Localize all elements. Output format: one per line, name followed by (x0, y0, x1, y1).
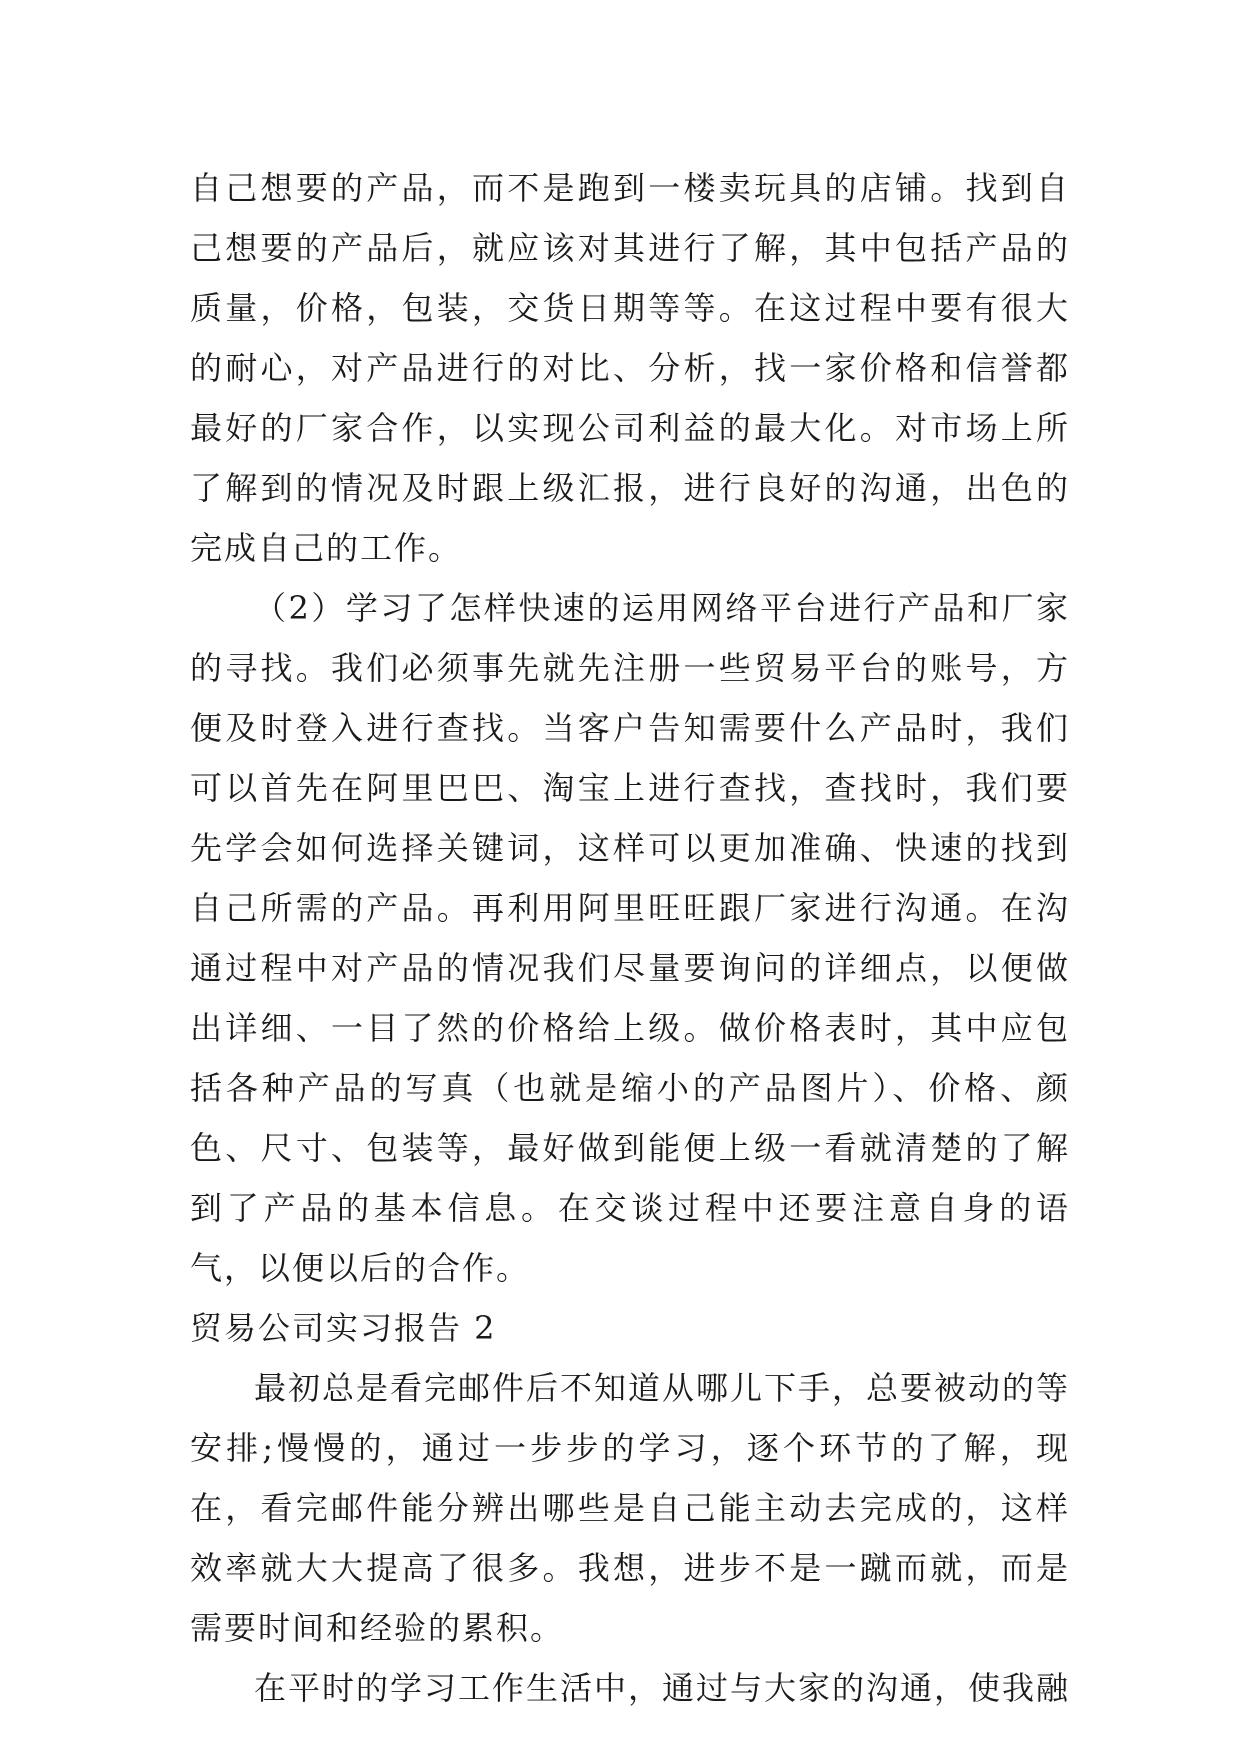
paragraph: 自己想要的产品，而不是跑到一楼卖玩具的店铺。找到自己想要的产品后，就应该对其进行了解，其中包括产品的质量，价格，包装，交货日期等等。在这过程中要有很大的耐心，对产品进行的对比、分析，找一家价格和信誉都最好的厂家合作，以实现公司利益的最大化。对市场上所了解到的情况及时跟上级汇报，进行良好的沟通，出色的完成自己的工作。 (190, 169, 1070, 567)
paragraph: 在平时的学习工作生活中，通过与大家的沟通，使我融 (254, 1669, 1071, 1707)
paragraph: （2）学习了怎样快速的运用网络平台进行产品和厂家的寻找。我们必须事先就先注册一些贸易平台的账号，方便及时登入进行查找。当客户告知需要什么产品时，我们可以首先在阿里巴巴、淘宝上进行查找，查找时，我们要先学会如何选择关键词，这样可以更加准确、快速的找到自己所需的产品。再利用阿里旺旺跟厂家进行沟通。在沟通过程中对产品的情况我们尽量要询问的详细点，以便做出详细、一目了然的价格给上级。做价格表时，其中应包括各种产品的写真（也就是缩小的产品图片）、价格、颜色、尺寸、包装等，最好做到能便上级一看就清楚的了解到了产品的基本信息。在交谈过程中还要注意自身的语气，以便以后的合作。 (190, 589, 1070, 1287)
document-body (190, 158, 1070, 1718)
paragraph: 最初总是看完邮件后不知道从哪儿下手，总要被动的等安排;慢慢的，通过一步步的学习，逐个环节的了解，现在，看完邮件能分辨出哪些是自己能主动去完成的，这样效率就大大提高了很多。我想，进步不是一蹴而就，而是需要时间和经验的累积。 (190, 1369, 1071, 1647)
section-title: 贸易公司实习报告 2 (190, 1309, 497, 1347)
